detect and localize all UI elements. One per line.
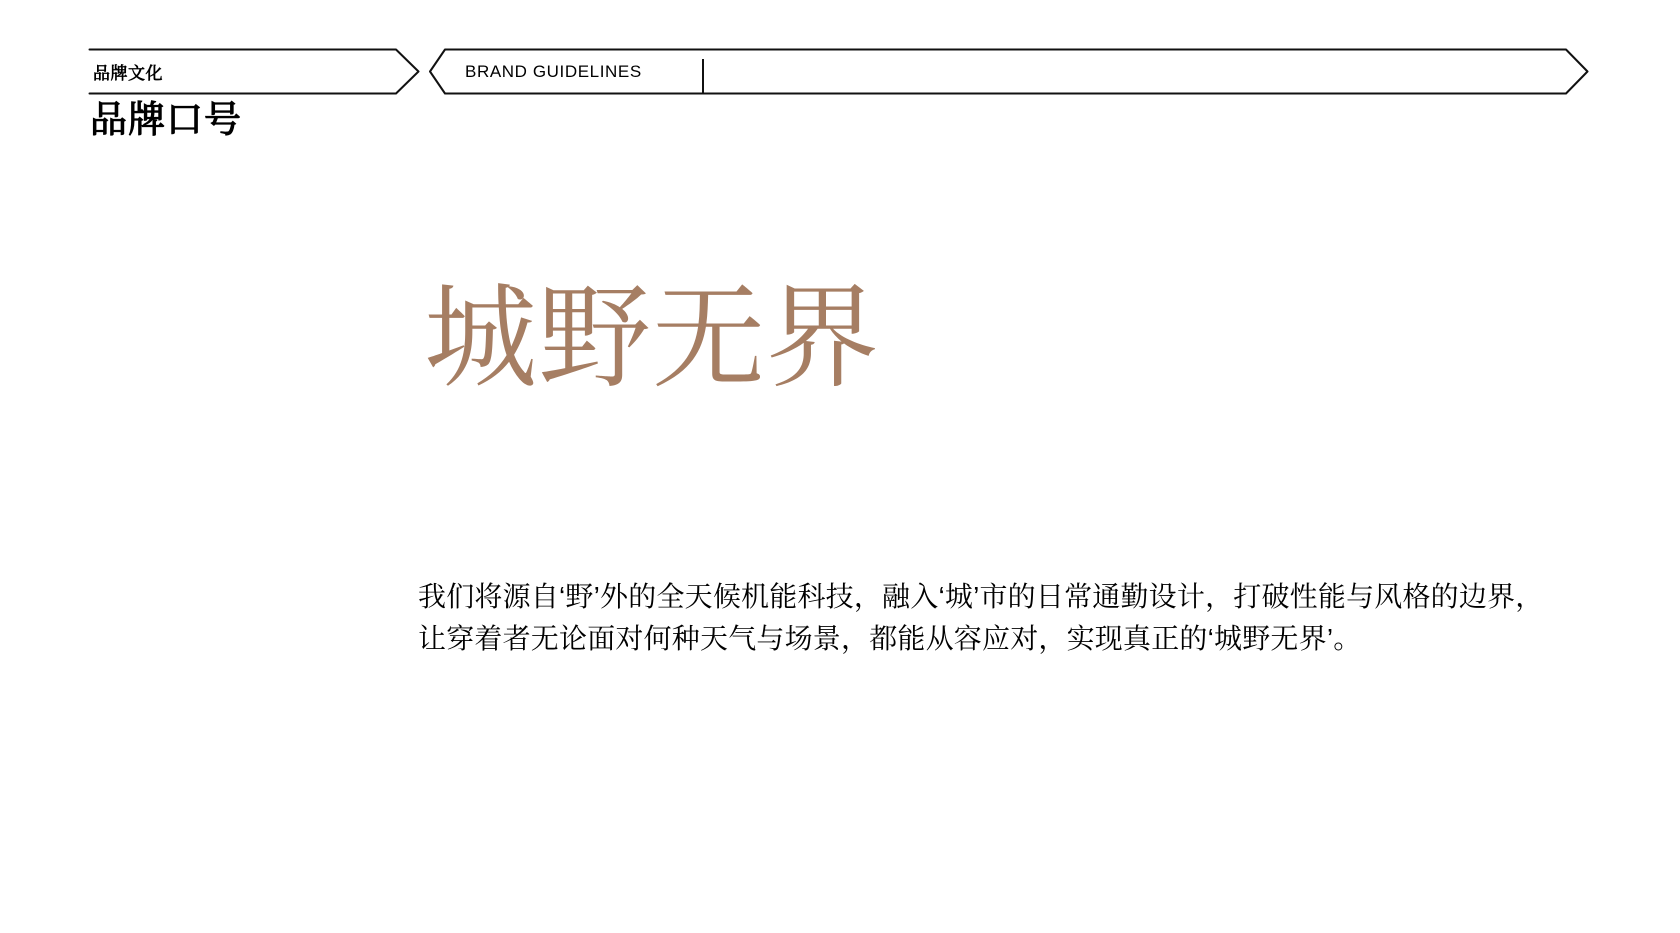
slogan-description-line-1: 我们将源自‘野’外的全天候机能科技，融入‘城’市的日常通勤设计，打破性能与风格的边界，	[418, 581, 1544, 612]
tab-brand-culture	[88, 47, 421, 96]
brand-culture-tab-label: 品牌文化	[93, 64, 163, 83]
tab-brand-guidelines	[465, 47, 642, 96]
slogan-description-line-2: 让穿着者无论面对何种天气与场景，都能从容应对，实现真正的‘城野无界’。	[418, 623, 1362, 654]
slogan-description	[418, 576, 1544, 660]
page-title: 品牌口号	[90, 99, 242, 140]
brand-slogan-text: 城野无界	[424, 275, 880, 401]
brand-guidelines-tab-label: BRAND GUIDELINES	[465, 61, 642, 81]
